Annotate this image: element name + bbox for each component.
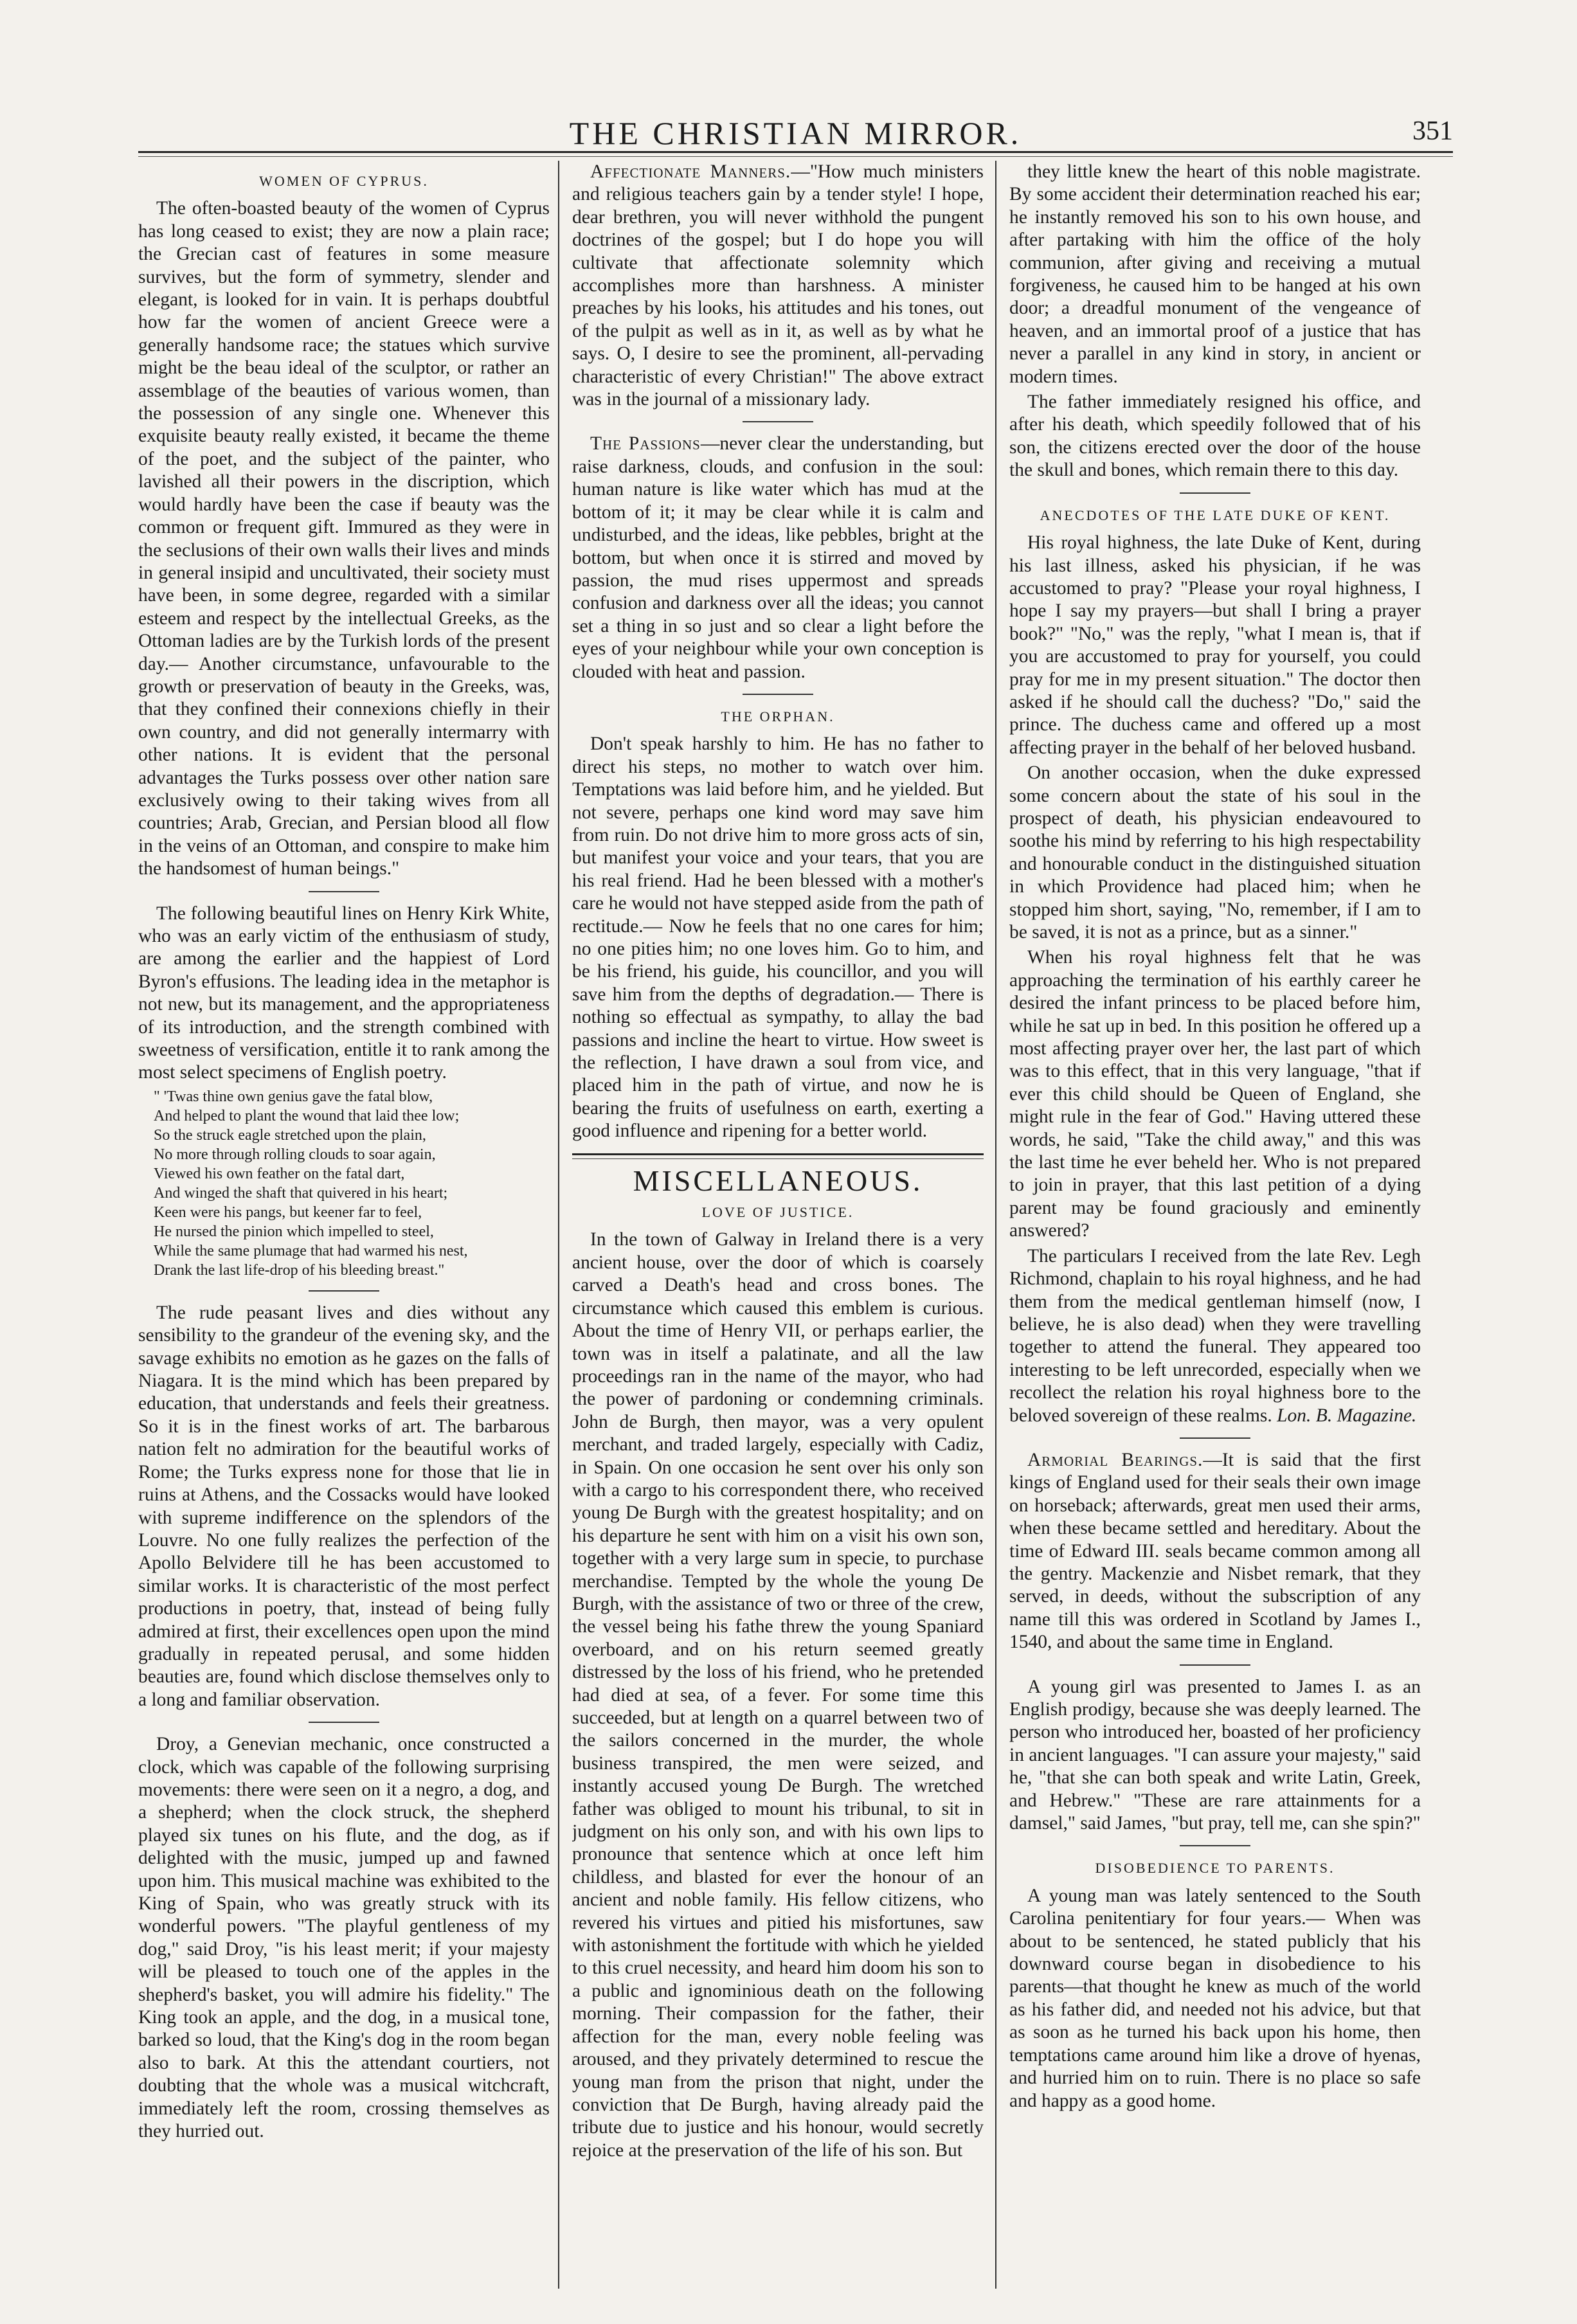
- article-heading: LOVE OF JUSTICE.: [701, 1204, 854, 1221]
- article-paragraph: When his royal highness felt that he was approaching the termination of his earthly career he desired the infant princess to be placed before him, while he sat up in bed. In this position he offered up a most affecting prayer over her, the last part of which was to this effect, that in this very language, "that if ever this child should be Queen of England, she might rule in the fear of God." Having uttered these words, he said, "Take the child away," and this was the last time he ever beheld her. Who is not prepared to join in prayer, that this last petition of a dying parent may be found graciously and eminently answered?: [1009, 947, 1421, 1241]
- section-separator: [1180, 492, 1250, 494]
- verse-line: " 'Twas thine own genius gave the fatal blow,: [154, 1088, 433, 1105]
- article-paragraph: [1009, 1449, 1421, 1654]
- article-paragraph: Don't speak harshly to him. He has no father to direct his steps, no mother to watch over him. Temptations was laid before him, and he yielded. But not severe, perhaps one kind word may save him from ruin. Do not drive him to more gross acts of sin, but manifest your voice and your tears, that you are his real friend. Had he been blessed with a mother's care he would not have stepped aside from the path of rectitude.— Now he feels that no one cares for him; no one pities him; no one loves him. Go to him, and be his friend, his guide, his councillor, and you will save him from the depths of degradation.— There is nothing so effectual as sympathy, to allay the bad passions and incline the heart to virtue. How sweet is the reflection, I have drawn a soul from vice, and placed him in the path of virtue, and now he is bearing the fruits of usefulness on earth, exerting a good influence and ripening for a better world.: [572, 734, 984, 1142]
- article-paragraph: [572, 433, 984, 683]
- column-divider: [995, 161, 996, 2289]
- runin-heading: Affectionate Manners.: [590, 161, 791, 182]
- article-heading: ANECDOTES OF THE LATE DUKE OF KENT.: [1040, 507, 1391, 523]
- article-paragraph: [1009, 1245, 1421, 1427]
- article-paragraph: A young man was lately sentenced to the South Carolina penitentiary for four years.— When was about to be sentenced, he stated publicly that his downward course began in disobedience to his parents—that thought he knew as much of the world as his father did, and needed not his advice, but that as soon as he turned his back upon his home, then temptations came around him like a drove of hyenas, and hurried him on to ruin. There is no place so safe and happy as a good home.: [1009, 1885, 1421, 2111]
- header-rule: [138, 151, 1453, 157]
- verse-line: So the struck eagle stretched upon the plain,: [154, 1126, 426, 1144]
- article-paragraph: A young girl was presented to James I. as an English prodigy, because she was deeply learned. The person who introduced her, boasted of her proficiency in ancient languages. "I can assure your majesty," said he, "that she can both speak and write Latin, Greek, and Hebrew." "These are rare attainments for a damsel," said James, "but pray, tell me, can she spin?": [1009, 1676, 1421, 1834]
- verse-line: Viewed his own feather on the fatal dart,: [154, 1165, 405, 1182]
- article-paragraph: The father immediately resigned his office, and after his death, which speedily followed that of his son, the citizens erected over the door of the house the skull and bones, which remain there to this day.: [1009, 392, 1421, 481]
- section-separator: [1180, 1664, 1250, 1666]
- section-separator: [1180, 1437, 1250, 1439]
- section-separator: [743, 421, 813, 422]
- double-rule: [572, 1153, 984, 1159]
- article-paragraph: On another occasion, when the duke expressed some concern about the state of his soul in the prospect of death, his physician endeavoured to soothe his mind by referring to his high respectability and honourable conduct in the distinguished situation in which Providence had placed him; when he stopped him short, saying, "No, remember, if I am to be saved, it is not as a prince, but as a sinner.": [1009, 762, 1421, 942]
- article-paragraph: The following beautiful lines on Henry Kirk White, who was an early victim of the enthusiasm of study, are among the earlier and the happiest of Lord Byron's effusions. The leading idea in the metaphor is not new, but its management, and the appropriateness of its introduction, and the strength combined with sweetness of versification, entitle it to rank among the most select specimens of English poetry.: [138, 903, 550, 1083]
- section-separator: [309, 891, 379, 892]
- article-paragraph: In the town of Galway in Ireland there is a very ancient house, over the door of which is coarsely carved a Death's head and cross bones. The circumstance which caused this emblem is curious. About the time of Henry VII, or perhaps earlier, the town was in itself a palatinate, and all the law proceedings ran in the name of the mayor, who had the power of pardoning or condemning criminals. John de Burgh, then mayor, was a very opulent merchant, and traded largely, especially with Cadiz, in Spain. On one occasion he sent over his only son with a cargo to his correspondent there, who received young De Burgh with the greatest hospitality; and on his departure he sent with him on a visit his own son, together with a very large sum in specie, to purchase merchandise. Tempted by the whole the young De Burgh, with the assistance of two or three of the crew, the vessel being his fathe threw the young Spaniard overboard, and on his return seemed greatly distressed by the loss of his friend, who he pretended had died at sea, of a fever. For some time this succeeded, but at length on a quarrel between two of the sailors concerned in the murder, the whole business transpired, the men were seized, and instantly accused young De Burgh. The wretched father was obliged to mount his tribunal, to sit in judgment on his only son, and with his own lips to pronounce that sentence which at once left him childless, and blasted for ever the honour of an ancient and noble family. His fellow citizens, who revered his virtues and pitied his misfortunes, saw with astonishment the fortitude with which he yielded to this cruel necessity, and heard him doom his son to a public and ignominious death on the following morning. Their compassion for the father, their affection for the man, every noble feeling was aroused, and they privately determined to rescue the young man from the prison that night, under the conviction that De Burgh, having already paid the tribute due to justice and his honour, would secretly rejoice at the preservation of the life of his son. But: [572, 1229, 984, 2161]
- verse-line: And helped to plant the wound that laid thee low;: [154, 1107, 460, 1124]
- verse-line: He nursed the pinion which impelled to steel,: [154, 1223, 434, 1240]
- article-paragraph: Droy, a Genevian mechanic, once constructed a clock, which was capable of the following surprising movements: there were seen on it a negro, a dog, and a shepherd; when the clock struck, the shepherd played six tunes on his flute, and the dog, as if delighted with the music, jumped up and fawned upon him. This musical machine was exhibited to the King of Spain, who was greatly struck with its wonderful powers. "The playful gentleness of my dog," said Droy, "is his least merit; if your majesty will be pleased to touch one of the apples in the shepherd's basket, you will admire his fidelity." The King took an apple, and the dog, in a musical tone, barked so loud, that the King's dog in the room began also to bark. At this the attendant courtiers, not doubting that the whole was a musical witchcraft, immediately left the room, crossing themselves as they hurried out.: [138, 1734, 550, 2142]
- article-heading: WOMEN OF CYPRUS.: [259, 173, 429, 189]
- article-text: —"How much ministers and religious teachers gain by a tender style! I hope, dear brethren, you will never withhold the pungent doctrines of the gospel; but I do hope you will cultivate that affectionate solemnity which accomplishes more than harshness. A minister preaches by his looks, his attitudes and his tones, out of the pulpit as well as in it, as well as by what he says. O, I desire to see the prominent, all-pervading characteristic of every Christian!" The above extract was in the journal of a missionary lady.: [572, 161, 984, 410]
- verse-line: And winged the shaft that quivered in his heart;: [154, 1184, 448, 1202]
- runin-heading: Armorial Bearings.: [1027, 1449, 1203, 1470]
- article-text: The particulars I received from the late Rev. Legh Richmond, chaplain to his royal highness, and he had them from the medical gentleman himself (now, I believe, he is also dead) when they were travelling together to attend the funeral. They appeared too interesting to be left unrecorded, especially when we recollect the relation his royal highness bore to the beloved sovereign of these realms.: [1009, 1245, 1421, 1426]
- article-text: —It is said that the first kings of England used for their seals their own image on horseback; afterwards, great men used their arms, when these became settled and hereditary. About the time of Edward III. seals became common among all the gentry. Mackenzie and Nisbet remark, that they served, in deeds, without the subscription of any name till this was ordered in Scotland by James I., 1540, and about the same time in England.: [1009, 1449, 1421, 1653]
- section-separator: [1180, 1845, 1250, 1846]
- article-heading: DISOBEDIENCE TO PARENTS.: [1095, 1860, 1335, 1877]
- column-1: [138, 161, 550, 2289]
- verse-line: No more through rolling clouds to soar again,: [154, 1146, 436, 1163]
- section-separator: [309, 1290, 379, 1292]
- section-separator: [743, 694, 813, 695]
- runin-heading: The Passions: [590, 433, 701, 455]
- article-heading: THE ORPHAN.: [721, 708, 835, 725]
- article-paragraph: [572, 161, 984, 411]
- page-number: 351: [1412, 116, 1453, 146]
- column-3: [1009, 161, 1421, 2289]
- verse-line: Drank the last life-drop of his bleeding breast.": [154, 1261, 445, 1279]
- masthead-title: THE CHRISTIAN MIRROR.: [569, 115, 1022, 151]
- article-paragraph: The rude peasant lives and dies without any sensibility to the grandeur of the evening sky, and the savage exhibits no emotion as he gazes on the falls of Niagara. It is the mind which has been prepared by education, that understands and feels their greatness. So it is in the finest works of art. The barbarous nation felt no admiration for the beautiful works of Rome; the Turks express none for those that lie in ruins at Athens, and the Cossacks would have looked with supreme indifference on the splendors of the Louvre. No one fully realizes the perfection of the Apollo Belvidere till he has been accustomed to similar works. It is characteristic of the most perfect productions in poetry, that, instead of being fully admired at first, their excellences open upon the mind gradually in repeated perusal, and some hidden beauties are, found which disclose themselves only to a long and familiar observation.: [138, 1302, 550, 1710]
- article-paragraph: they little knew the heart of this noble magistrate. By some accident their determination reached his ear; he instantly removed his son to his own house, and after partaking with him the office of the holy communion, after giving and receiving a mutual forgiveness, he caused him to be hanged at his own door; a dreadful monument of the vengeance of heaven, and an immortal proof of a justice that has never a parallel in any kind in story, in ancient or modern times.: [1009, 161, 1421, 387]
- section-title: MISCELLANEOUS.: [633, 1164, 923, 1197]
- column-2: [572, 161, 984, 2289]
- verse-line: Keen were his pangs, but keener far to feel,: [154, 1203, 422, 1221]
- source-signature: Lon. B. Magazine.: [1277, 1405, 1417, 1426]
- verse-line: While the same plumage that had warmed his nest,: [154, 1242, 468, 1259]
- article-paragraph: The often-boasted beauty of the women of Cyprus has long ceased to exist; they are now a plain race; the Grecian cast of features in some measure survives, but the form of symmetry, slender and elegant, is looked for in vain. It is perhaps doubtful how far the women of ancient Greece were a generally handsome race; the statues which survive might be the beau ideal of the sculptor, or rather an assemblage of the beauties of various women, than the possession of any single one. Whenever this exquisite beauty really existed, it became the theme of the poet, and the subject of the painter, who lavished all their powers in the discription, which would hardly have been the case if beauty was the common or frequent gift. Immured as they were in the seclusions of their own walls their lives and minds in general insipid and uncultivated, their society must have been, in some degree, regarded with a similar esteem and respect by the intellectual Greeks, as the Ottoman ladies are by the Turkish lords of the present day.— Another circumstance, unfavourable to the growth or preservation of beauty in the Greeks, was, that they confined their connexions chiefly in their own country, and did not generally intermarry with other nations. It is evident that the personal advantages the Turks possess over other nation sare exclusively owing to their taking wives from all countries; Arab, Grecian, and Persian blood all flow in the veins of an Ottoman, and conspire to make him the handsomest of human beings.": [138, 198, 550, 879]
- section-separator: [309, 1722, 379, 1723]
- article-text: —never clear the understanding, but raise darkness, clouds, and confusion in the soul: human nature is like water which has mud at the bottom of it; it may be clear while it is calm and undisturbed, and the ideas, like pebbles, bright at the bottom, but when once it is stirred and moved by passion, the mud rises uppermost and spreads confusion and darkness over all the ideas; you cannot set a thing in so just and so clear a light before the eyes of your neighbour while your own conception is clouded with heat and passion.: [572, 433, 984, 682]
- article-paragraph: His royal highness, the late Duke of Kent, during his last illness, asked his physician, if he was accustomed to pray? "Please your royal highness, I hope I say my prayers—but shall I bring a prayer book?" "No," was the reply, "what I mean is, that if you are accustomed to pray for yourself, you could pray for me in my present situation." The doctor then asked if he should call the duchess? "Do," said the prince. The duchess came and offered up a most affecting prayer in the behalf of her beloved husband.: [1009, 532, 1421, 758]
- column-divider: [558, 161, 559, 2289]
